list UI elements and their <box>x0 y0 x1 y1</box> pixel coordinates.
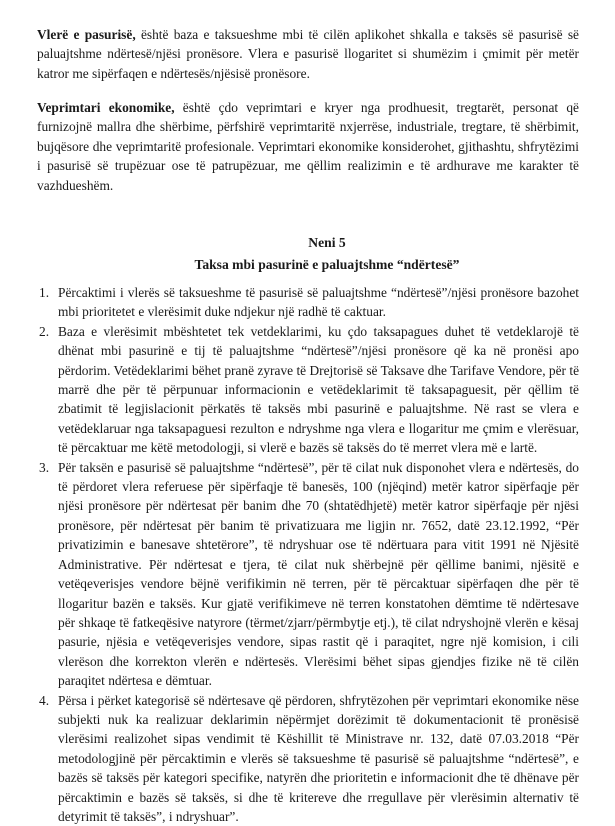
list-item <box>37 283 579 322</box>
list-item-text: Për taksën e pasurisë së paluajtshme “ndërtesë”, për të cilat nuk disponohet vlera e ndërtesës, do të përdoret vlera referuese për sipërfaqje të banesës, 100 (njëqind) metër katror sipërfaqje për njësi pronësore për ndërtesat për banim dhe 70 (shtatëdhjetë) metër katror sipërfaqje për njësi pronësore, për ndërtesat për banim të privatizuara me ligjin nr. 7652, datë 23.12.1992, “Për privatizimin e banesave shtetërore”, të ndryshuar ose të ndërtuara para vitit 1991 në Njësitë Administrative. Për ndërtesat e tjera, të cilat nuk shërbejnë për qëllime banimi, njësitë e vetëqeverisjes vendore bëjnë verifikimin në terren, për të përcaktuar sipërfaqen dhe për të llogaritur bazën e taksës. Kur gjatë verifikimeve në terren konstatohen dëmtime të ndërtesave për shkaqe të fatkeqësive natyrore (tërmet/zjarr/përmbytje etj.), të cilat ndryshojnë vlerën e kësaj pasurie, njësia e vetëqeverisjes vendore, sipas rastit që i paraqitet, ngre një komision, i cili vlerëson dhe korrekton vlerën e ndërtesës. Vlerësimi bëhet sipas gjendjes fizike në të cilën paraqitet ndërtesa e dëmtuar. <box>58 459 579 689</box>
definition-term: Veprimtari ekonomike, <box>37 100 175 115</box>
definition-text: është çdo veprimtari e kryer nga prodhuesit, tregtarët, personat që furnizojnë mallra dhe shërbime, përfshirë veprimtaritë nxjerrëse, industriale, tregtare, të shërbimit, bujqësore dhe veprimtaritë profesionale. Veprimtari ekonomike konsiderohet, gjithashtu, shfrytëzimi i pasurisë së trupëzuar ose të patrupëzuar, me qëllim realizimin e të ardhurave me karakter të vazhdueshëm. <box>37 100 579 193</box>
list-item-number: 4. <box>39 692 50 708</box>
article-number: Neni 5 <box>308 235 346 250</box>
definition-paragraph <box>37 25 579 83</box>
list-item-text: Përsa i përket kategorisë së ndërtesave që përdoren, shfrytëzohen për veprimtari ekonomike nëse subjekti nuk ka realizuar deklarimin nëpërmjet dorëzimit të dokumentacionit të pronësisë vlerësimi realizohet sipas vendimit të Këshillit të Ministrave nr. 132, datë 07.03.2018 “Për metodologjinë për përcaktimin e vlerës së taksueshme të pasurisë së paluajtshme “ndërtesë”, e bazës së taksës për kategori specifike, natyrën dhe prioritetin e informacionit dhe të dhënave për përcaktimin e bazës së taksës, si dhe të kritereve dhe rregullave për vlerësimin alternativ të detyrimit të taksës”, i ndryshuar”. <box>58 692 579 824</box>
article-title: Taksa mbi pasurinë e paluajtshme “ndërtesë” <box>194 257 460 272</box>
definition-text: është baza e taksueshme mbi të cilën aplikohet shkalla e taksës së pasurisë së paluajtshme ndërtesë/njësi pronësore. Vlera e pasurisë llogaritet si shumëzim i çmimit për metër katror me sipërfaqen e ndërtesës/njësisë pronësore. <box>37 27 579 81</box>
list-item-text: Baza e vlerësimit mbështetet tek vetdeklarimi, ku çdo taksapagues duhet të vetdeklarojë të dhënat mbi pasurinë e tij të paluajtshme “ndërtesë”/njësi pronësore që ka në pronësi apo përdorim. Vetëdeklarimi bëhet pranë zyrave të Drejtorisë së Taksave dhe Tarifave Vendore, për të marrë dhe për të përpunuar informacionin e vetëdeklarimit të taksapaguesit, për qëllim të zbatimit të legjislacionit përkatës të taksës mbi pasurinë e paluajtshme. Në rast se vlera e vetëdeklaruar nga taksapaguesi rezulton e ndryshme nga vlera e llogaritur me çmim e vlerësuar, të përcaktuar me këtë metodologji, si vlerë e bazës së taksës do të merret vlera më e lartë. <box>58 323 580 456</box>
list-item-number: 3. <box>39 459 50 475</box>
list-item <box>37 322 579 458</box>
list-item-number: 1. <box>39 285 50 300</box>
definition-term: Vlerë e pasurisë, <box>37 27 136 42</box>
definition-paragraph <box>37 98 579 195</box>
list-item-number: 2. <box>39 323 50 339</box>
list-item <box>37 691 579 826</box>
list-item <box>37 458 579 691</box>
article-items-list <box>37 283 579 826</box>
list-item-text: Përcaktimi i vlerës së taksueshme të pasurisë së paluajtshme “ndërtesë”/njësi pronësore bazohet mbi prioritetet e vlerësimit duke ndjekur një radhë të caktuar. <box>58 285 579 320</box>
